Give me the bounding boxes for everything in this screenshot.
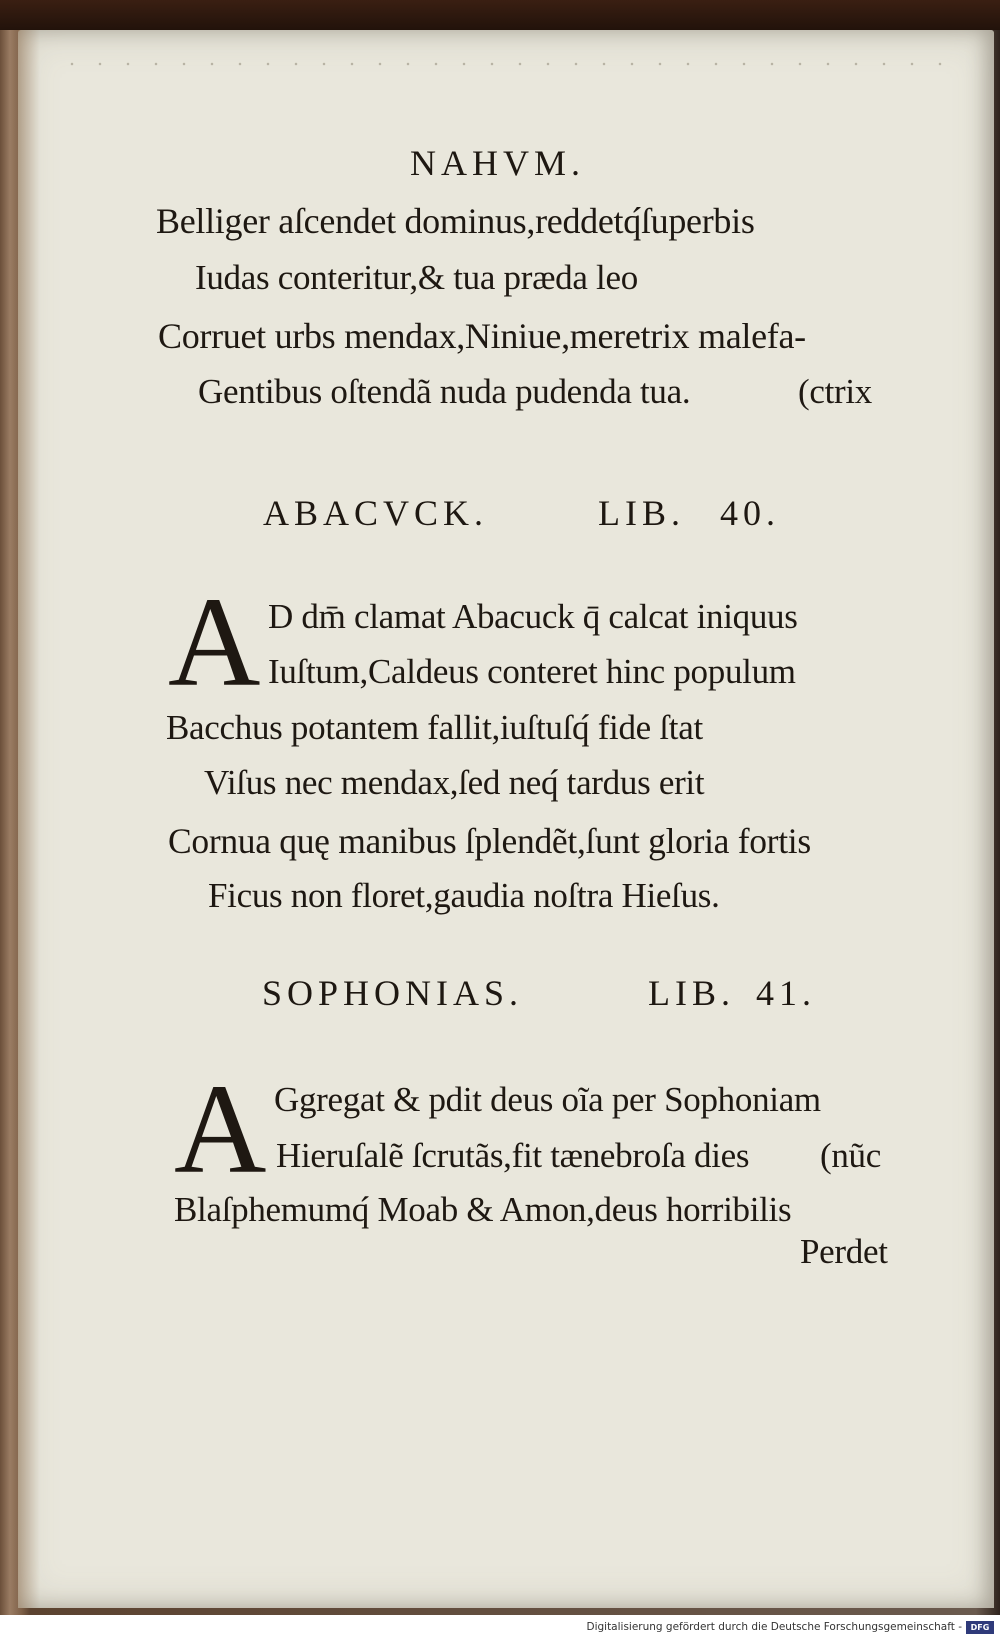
dfg-logo-icon: DFG xyxy=(966,1621,994,1634)
digitization-footer xyxy=(0,1615,1000,1641)
abacuck-line-1: D dm̄ clamat Abacuck q̄ calcat iniquus xyxy=(268,597,798,636)
abacuck-heading-title: ABACVCK. xyxy=(263,493,489,533)
sophonias-dropcap: A xyxy=(174,1058,267,1200)
sophonias-line-3: Blaſphemumq́ Moab & Amon,deus horribilis xyxy=(174,1190,792,1229)
digitization-credit: Digitalisierung gefördert durch die Deutsche Forschungsgemeinschaft - xyxy=(586,1621,962,1633)
abacuck-line-4: Viſus nec mendax,ſed neq́ tardus erit xyxy=(204,763,705,802)
nahum-line-1: Belliger aſcendet dominus,reddetq́ſuperbis xyxy=(156,201,755,241)
sophonias-heading-lib: LIB. xyxy=(648,973,735,1013)
sophonias-line-1: Ggregat & pdit deus oĩa per Sophoniam xyxy=(274,1080,821,1119)
page-text xyxy=(18,30,994,1608)
nahum-line-3: Corruet urbs mendax,Niniue,meretrix malefa- xyxy=(158,316,806,356)
abacuck-line-5: Cornua quę manibus ſplendẽt,ſunt gloria fortis xyxy=(168,821,811,861)
sophonias-catchword: Perdet xyxy=(800,1232,888,1271)
abacuck-heading-number: 40. xyxy=(720,493,780,533)
nahum-line-4: Gentibus oſtendã nuda pudenda tua. xyxy=(198,372,691,411)
abacuck-dropcap: A xyxy=(168,571,261,713)
sophonias-line-2: Hieruſalẽ ſcrutãs,fit tænebroſa dies xyxy=(276,1136,750,1175)
nahum-line-4-turnover: (ctrix xyxy=(798,372,872,411)
abacuck-line-3: Bacchus potantem fallit,iuſtuſq́ fide ſtat xyxy=(166,708,703,747)
sophonias-heading-number: 41. xyxy=(756,973,816,1013)
nahum-line-2: Iudas conteritur,& tua præda leo xyxy=(195,258,638,297)
abacuck-heading-lib: LIB. xyxy=(598,493,685,533)
abacuck-line-6: Ficus non floret,gaudia noſtra Hieſus. xyxy=(208,876,720,915)
nahum-heading: NAHVM. xyxy=(410,143,586,183)
book-page xyxy=(18,30,994,1608)
sophonias-heading-title: SOPHONIAS. xyxy=(262,973,524,1013)
sophonias-line-2-turnover: (nũc xyxy=(820,1136,881,1175)
abacuck-line-2: Iuſtum,Caldeus conteret hinc populum xyxy=(268,652,796,691)
